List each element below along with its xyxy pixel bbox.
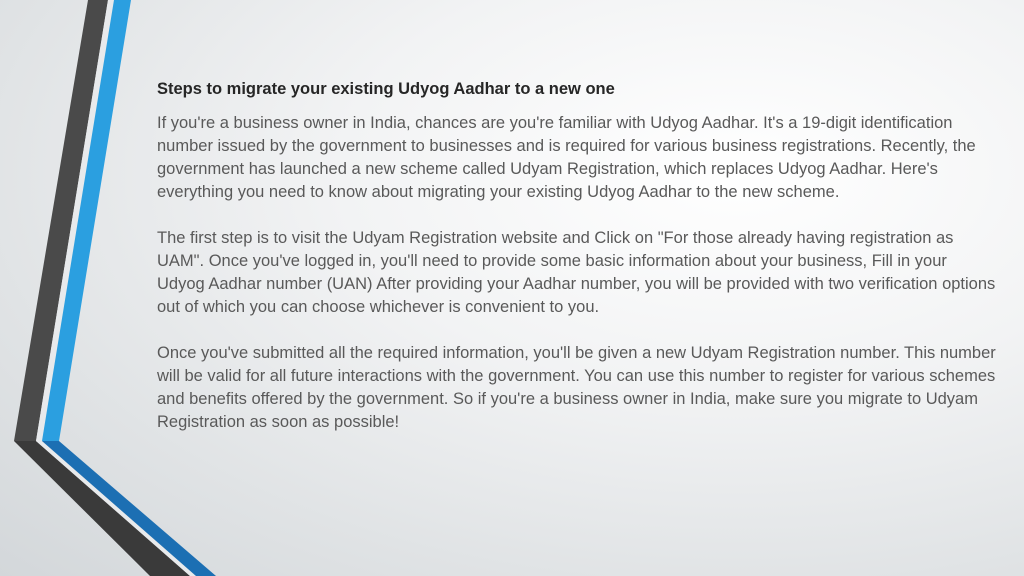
blue-diagonal-stripe [42,441,216,576]
slide-title: Steps to migrate your existing Udyog Aadhar to a new one [157,80,615,98]
paragraph-steps: The first step is to visit the Udyam Registration website and Click on "For those already having registration as UAM". Once you've logged in, you'll need to provide some basic information about your business, Fill in your Udyog Aadhar number (UAN) After providing your Aadhar number, you will be provided with two verification options out of which you can choose whichever is convenient to you. [157,229,996,316]
paragraph-outcome: Once you've submitted all the required information, you'll be given a new Udyam Registration number. This number will be valid for all future interactions with the government. You can use this number to register for various schemes and benefits offered by the government. So if you're a business owner in India, make sure you migrate to Udyam Registration as soon as possible! [157,344,996,431]
dark-diagonal-stripe [14,441,190,576]
slide-content [157,78,997,457]
paragraph-intro: If you're a business owner in India, chances are you're familiar with Udyog Aadhar. It's a 19-digit identification number issued by the government to businesses and is required for various business registrations. Recently, the government has launched a new scheme called Udyam Registration, which replaces Udyog Aadhar. Here's everything you need to know about migrating your existing Udyog Aadhar to the new scheme. [157,114,976,201]
light-diagonal-stripe [36,441,196,576]
light-stripe [36,0,114,441]
